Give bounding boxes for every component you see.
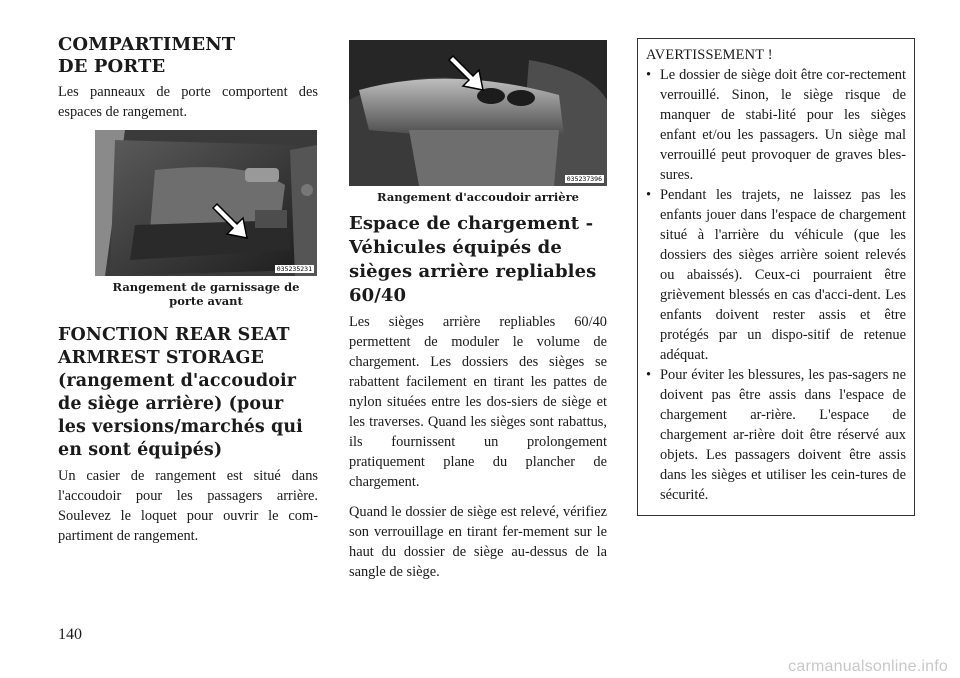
- column-2: [349, 40, 607, 582]
- warning-box: [637, 38, 915, 516]
- heading-cargo-area: Espace de chargement - Véhicules équipés de sièges arrière repliables 60/40: [349, 213, 597, 306]
- cargo-area-text-1: Les sièges arrière repliables 60/40 permettent de moduler le volume de chargement. Les dossiers des sièges se rabattent facilement en tirant les pattes de nylon situées entre les dos-siers de siège et les traverses. Quand les sièges sont rabattus, ils fournissent un prolongement pratiquement plane du plancher de chargement.: [349, 314, 607, 490]
- cargo-area-text-2: Quand le dossier de siège est relevé, vérifiez son verrouillage en tirant fer-mement sur le haut du dossier de siège au-dessus de la sangle de siège.: [349, 504, 607, 580]
- warning-item: • Pour éviter les blessures, les pas-sagers ne doivent pas être assis dans l'espace de chargement ar-rière. L'espace de chargement ar-rière doit être réservé aux objets. Les passagers doivent être assis dans les sièges et utiliser les cein-tures de sécurité.: [646, 365, 906, 505]
- page-number: 140: [58, 626, 82, 643]
- warning-list: [646, 65, 906, 505]
- door-panel-photo: [95, 130, 317, 276]
- figure-armrest-storage: [349, 40, 607, 204]
- door-compartment-text: Les panneaux de porte comportent des espaces de rangement.: [58, 84, 318, 120]
- column-1: [58, 34, 318, 546]
- photo-code: 035237396: [566, 175, 602, 183]
- armrest-photo: [349, 40, 607, 186]
- warning-item: • Pendant les trajets, ne laissez pas les enfants jouer dans l'espace de chargement situé à l'arrière du véhicule (que les dossiers des sièges arrière soient relevés ou abaissés). Ceux-ci pourraient être grièvement blessés en cas d'acci-dent. Les enfants doivent rester assis et être protégés par un dispo-sitif de retenue adéquat.: [646, 185, 906, 365]
- warning-item: • Le dossier de siège doit être cor-rectement verrouillé. Sinon, le siège risque de manquer de stabi-lité pour les sièges enfant et/ou les passagers. Un siège mal verrouillé peut provoquer de graves bles-sures.: [646, 65, 906, 185]
- warning-title: AVERTISSEMENT !: [646, 47, 773, 63]
- heading-rear-armrest-storage: FONCTION REAR SEAT ARMREST STORAGE (rangement d'accoudoir de siège arrière) (pour les versions/marchés qui en sont équipés): [58, 325, 303, 460]
- watermark: carmanualsonline.info: [788, 658, 948, 675]
- rear-armrest-text: Un casier de rangement est situé dans l'accoudoir pour les passagers arrière. Soulevez le loquet pour ouvrir le com-partiment de rangement.: [58, 468, 318, 544]
- armrest-illustration: [349, 40, 607, 186]
- caption-door-storage: Rangement de garnissage de porte avant: [112, 280, 300, 308]
- photo-code: 035235231: [276, 265, 312, 273]
- heading-door-compartment: COMPARTIMENT DE PORTE: [58, 34, 236, 77]
- caption-armrest-storage: Rangement d'accoudoir arrière: [377, 190, 579, 204]
- door-panel-illustration: [95, 130, 317, 276]
- figure-door-storage: [95, 130, 317, 308]
